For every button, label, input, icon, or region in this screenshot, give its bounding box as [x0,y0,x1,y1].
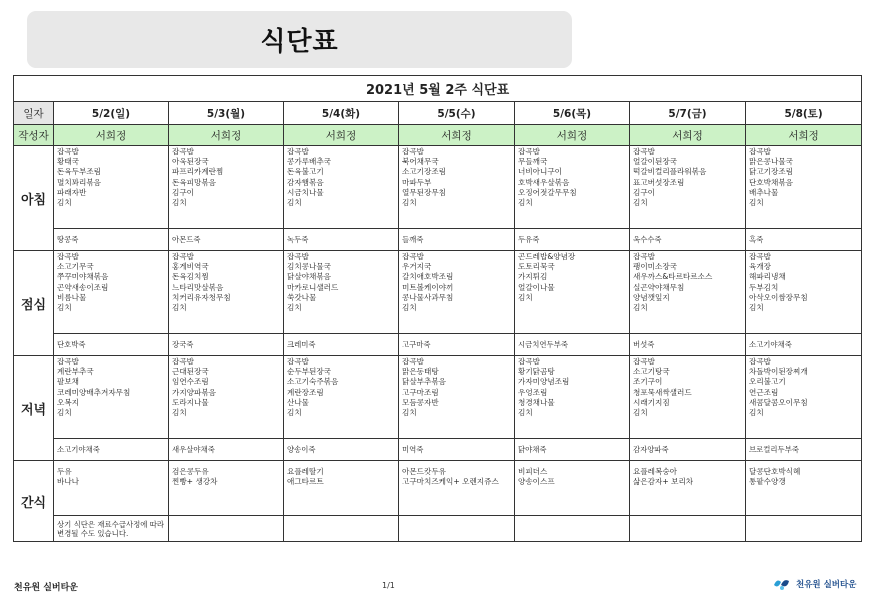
menu-item: 김치 [402,198,417,208]
porridge-cell [399,229,515,251]
day-header: 5/5(수) [399,102,515,125]
menu-item: 청경채나물 [518,397,555,407]
porridge-cell [284,229,399,251]
menu-list [54,146,168,208]
menu-cell [746,146,862,229]
porridge-cell [746,439,862,461]
porridge-cell [515,229,630,251]
menu-item: 오징어젓갈무무침 [518,187,577,197]
empty-cell [284,516,399,542]
porridge-item: 미역죽 [402,445,424,454]
menu-item: 잡곡밥 [287,357,310,366]
menu-item: 표고버섯장조림 [633,177,685,187]
porridge-item: 크레미죽 [287,340,316,349]
note-cell [54,516,169,542]
menu-item: 김치 [172,198,187,208]
note-row [14,516,862,542]
menu-item: 김치 [402,303,417,313]
menu-cell [284,356,399,439]
menu-item: 돈육불고기 [287,167,324,177]
menu-item: 돈육김치찜 [172,272,209,282]
porridge-item: 소고기야채죽 [57,445,100,454]
menu-item: 김치 [287,303,302,313]
menu-item: 가자미양념조림 [518,377,570,387]
menu-item: 삶은감자+ 보리차 [633,477,694,487]
menu-item: 시래기지짐 [633,397,670,407]
menu-list [630,251,745,313]
menu-item: 비름나물 [57,292,87,302]
menu-item: 잡곡밥 [402,357,425,366]
menu-item: 잡곡밥 [402,252,425,261]
porridge-item: 녹두죽 [287,235,309,244]
menu-list [284,251,398,313]
caption-row [14,76,862,102]
menu-list [399,251,514,313]
menu-item: 실곤약야채무침 [633,282,685,292]
page-title: 식단표 [260,27,339,57]
menu-list [284,146,398,208]
menu-item: 닭살야채볶음 [287,272,332,282]
menu-item: 쭈꾸미야채볶음 [57,272,109,282]
menu-item: 팔보채 [57,377,80,387]
menu-item: 잡곡밥 [287,252,310,261]
menu-item: 김치 [518,198,533,208]
menu-item: 도라지나물 [172,397,209,407]
menu-item: 잡곡밥 [749,252,772,261]
menu-item: 코레미양배추겨자무침 [57,387,131,397]
menu-item: 비피더스 [518,467,548,476]
menu-item: 김치 [57,198,72,208]
menu-cell [515,461,630,516]
menu-item: 양념깻잎지 [633,292,670,302]
author-name: 서희정 [630,125,746,146]
menu-list [54,356,168,418]
menu-item: 애그타르트 [287,477,324,487]
menu-item: 갈치애호박조림 [402,272,454,282]
menu-item: 연근조림 [749,387,779,397]
menu-item: 아욱된장국 [172,157,209,167]
menu-item: 황기닭곰탕 [518,367,555,377]
menu-item: 소고기숙주볶음 [287,377,339,387]
menu-cell [746,356,862,439]
menu-item: 잡곡밥 [633,252,656,261]
empty-cell [515,516,630,542]
menu-item: 맑은콩나물국 [749,157,794,167]
porridge-cell [54,229,169,251]
menu-item: 김치콩나물국 [287,262,332,272]
menu-item: 호박새우살볶음 [518,177,570,187]
menu-cell [284,146,399,229]
day-label: 일자 [14,102,54,125]
menu-item: 김치 [57,408,72,418]
menu-item: 곤드레밥&양념장 [518,252,576,261]
menu-item: 오리불고기 [749,377,786,387]
menu-item: 마파두부 [402,177,432,187]
footer-logo [772,576,856,592]
menu-item: 돈육두부조림 [57,167,102,177]
menu-item: 달콩단호박식혜 [749,467,801,476]
menu-list [515,146,629,208]
menu-change-note: 상기 식단은 재료수급사정에 따라 변경될 수도 있습니다. [57,519,165,538]
menu-list [515,356,629,418]
porridge-item: 두유죽 [518,235,540,244]
menu-cell [284,251,399,334]
meal-items-row [14,146,862,229]
meal-label: 점심 [14,251,54,356]
menu-cell [399,251,515,334]
menu-item: 차돌박이된장찌개 [749,367,808,377]
menu-cell [630,356,746,439]
menu-cell [54,461,169,516]
menu-item: 잡곡밥 [287,147,310,156]
menu-item: 고구마조림 [402,387,439,397]
menu-item: 김구이 [172,187,195,197]
porridge-item: 장국죽 [172,340,194,349]
empty-cell [630,516,746,542]
day-header: 5/2(일) [54,102,169,125]
meal-label: 간식 [14,461,54,542]
porridge-item: 소고기야채죽 [749,340,792,349]
porridge-cell [515,439,630,461]
menu-item: 바나나 [57,477,80,487]
menu-list [746,356,861,418]
day-header: 5/7(금) [630,102,746,125]
porridge-cell [630,334,746,356]
menu-item: 육개장 [749,262,772,272]
menu-item: 김치 [749,198,764,208]
porridge-item: 흑죽 [749,235,764,244]
porridge-cell [284,439,399,461]
menu-item: 너비아니구이 [518,167,563,177]
porridge-cell [630,229,746,251]
porridge-cell [169,229,284,251]
menu-item: 열무된장무침 [402,187,447,197]
porridge-cell [284,334,399,356]
menu-table [13,75,862,542]
menu-list [630,146,745,208]
menu-item: 김치 [518,408,533,418]
menu-item: 곤약새송이조림 [57,282,109,292]
menu-item: 맑은동태탕 [402,367,439,377]
author-row [14,125,862,146]
menu-item: 파프리카계란찜 [172,167,224,177]
menu-item: 잡곡밥 [172,252,195,261]
menu-item: 아삭오이쌈장무침 [749,292,808,302]
menu-cell [54,146,169,229]
menu-item: 소고기장조림 [402,167,447,177]
menu-cell [746,251,862,334]
porridge-row [14,334,862,356]
menu-item: 잡곡밥 [749,147,772,156]
porridge-item: 옥수수죽 [633,235,662,244]
meal-label: 아침 [14,146,54,251]
author-name: 서희정 [399,125,515,146]
day-header: 5/3(월) [169,102,284,125]
logo-text: 천유원 실버타운 [796,580,857,590]
menu-item: 팽이미소장국 [633,262,678,272]
menu-list [399,356,514,418]
menu-item: 김치 [287,408,302,418]
menu-list [399,146,514,208]
menu-list [54,251,168,313]
menu-item: 무들깨국 [518,157,548,167]
menu-item: 치커리유자청무침 [172,292,231,302]
author-name: 서희정 [746,125,862,146]
menu-item: 두유 [57,467,72,476]
menu-item: 잡곡밥 [633,147,656,156]
author-name: 서희정 [284,125,399,146]
porridge-item: 아몬드죽 [172,235,201,244]
menu-item: 계란부추국 [57,367,94,377]
day-header: 5/8(토) [746,102,862,125]
menu-cell [399,461,515,516]
menu-cell [515,251,630,334]
menu-item: 얼갈이된장국 [633,157,678,167]
menu-cell [54,356,169,439]
author-name: 서희정 [54,125,169,146]
menu-list [399,461,514,487]
meal-items-row [14,251,862,334]
menu-list [169,356,283,418]
porridge-item: 새우살야채죽 [172,445,215,454]
menu-item: 잡곡밥 [57,147,80,156]
menu-item: 잡곡밥 [633,357,656,366]
menu-item: 김치 [633,303,648,313]
meal-items-row [14,461,862,516]
menu-item: 김치 [633,198,648,208]
menu-item: 배추나물 [749,187,779,197]
menu-item: 잡곡밥 [518,357,541,366]
menu-item: 황태국 [57,157,80,167]
menu-list [169,146,283,208]
porridge-item: 시금치연두부죽 [518,340,568,349]
menu-item: 임연수조림 [172,377,209,387]
menu-list [630,356,745,418]
menu-list [746,146,861,208]
menu-item: 콩가루배추국 [287,157,332,167]
menu-list [284,461,398,487]
porridge-item: 양송이죽 [287,445,316,454]
logo-icon [772,576,792,592]
menu-cell [746,461,862,516]
menu-list [630,461,745,487]
menu-item: 통팥수양갱 [749,477,786,487]
menu-item: 요플레복숭아 [633,467,678,476]
menu-item: 북어채무국 [402,157,439,167]
menu-item: 소고기무국 [57,262,94,272]
menu-item: 우엉조림 [518,387,548,397]
author-label: 작성자 [14,125,54,146]
porridge-cell [169,439,284,461]
menu-item: 멸치꽈리볶음 [57,177,102,187]
author-name: 서희정 [169,125,284,146]
menu-item: 감자햄볶음 [287,177,324,187]
menu-item: 돈육피망볶음 [172,177,217,187]
porridge-item: 고구마죽 [402,340,431,349]
page-number: 1/1 [382,581,395,590]
menu-item: 순두부된장국 [287,367,332,377]
menu-item: 단호박채볶음 [749,177,794,187]
menu-item: 잡곡밥 [172,357,195,366]
porridge-cell [746,229,862,251]
porridge-cell [746,334,862,356]
menu-item: 우거지국 [402,262,432,272]
menu-item: 김치 [287,198,302,208]
menu-item: 김치 [172,408,187,418]
menu-list [169,461,283,487]
menu-cell [169,461,284,516]
menu-item: 김치 [749,408,764,418]
porridge-cell [169,334,284,356]
menu-item: 닭고기장조림 [749,167,794,177]
menu-item: 가지양파볶음 [172,387,217,397]
menu-item: 김치 [172,303,187,313]
menu-cell [630,146,746,229]
menu-item: 산나물 [287,397,310,407]
menu-item: 청포묵새싹샐러드 [633,387,692,397]
empty-cell [399,516,515,542]
menu-item: 김치 [749,303,764,313]
porridge-cell [630,439,746,461]
porridge-item: 브로컬리두부죽 [749,445,799,454]
menu-list [284,356,398,418]
menu-item: 모듬콩자반 [402,397,439,407]
menu-item: 도토리묵국 [518,262,555,272]
menu-item: 새우까스&타르타르소스 [633,272,713,282]
menu-item: 조기구이 [633,377,663,387]
menu-item: 느타리맛살볶음 [172,282,224,292]
menu-item: 마카로니샐러드 [287,282,339,292]
menu-item: 두부김치 [749,282,779,292]
menu-list [746,461,861,487]
menu-item: 소고기탕국 [633,367,670,377]
menu-item: 잡곡밥 [172,147,195,156]
menu-cell [515,146,630,229]
menu-list [515,251,629,303]
menu-item: 계란장조림 [287,387,324,397]
menu-cell [399,356,515,439]
menu-item: 검은콩두유 [172,467,209,476]
menu-cell [399,146,515,229]
menu-item: 가지튀김 [518,272,548,282]
porridge-item: 감자양파죽 [633,445,669,454]
menu-item: 김치 [57,303,72,313]
table-caption: 2021년 5월 2주 식단표 [14,76,862,102]
menu-list [515,461,629,487]
porridge-cell [399,439,515,461]
menu-item: 김치 [633,408,648,418]
menu-item: 떡갈비컬리플라워볶음 [633,167,707,177]
menu-cell [515,356,630,439]
menu-cell [630,461,746,516]
menu-item: 콩나물사과무침 [402,292,454,302]
menu-item: 근대된장국 [172,367,209,377]
menu-item: 김치 [518,292,533,302]
menu-cell [630,251,746,334]
menu-item: 김구이 [633,187,656,197]
menu-item: 양송이스프 [518,477,555,487]
day-header-row [14,102,862,125]
porridge-cell [54,334,169,356]
empty-cell [169,516,284,542]
title-box [27,11,572,68]
day-header: 5/4(화) [284,102,399,125]
meal-label: 저녁 [14,356,54,461]
menu-cell [284,461,399,516]
porridge-cell [515,334,630,356]
menu-cell [169,251,284,334]
footer-org-name: 천유원 실버타운 [14,583,78,593]
menu-item: 해파리냉채 [749,272,786,282]
menu-item: 오복지 [57,397,80,407]
menu-item: 새콤달콤오이무침 [749,397,808,407]
menu-item: 잡곡밥 [402,147,425,156]
author-name: 서희정 [515,125,630,146]
porridge-item: 땅콩죽 [57,235,79,244]
menu-cell [169,356,284,439]
menu-cell [169,146,284,229]
menu-list [169,251,283,313]
menu-item: 잡곡밥 [57,357,80,366]
menu-item: 잡곡밥 [57,252,80,261]
porridge-cell [54,439,169,461]
day-header: 5/6(목) [515,102,630,125]
menu-item: 얼갈이나물 [518,282,555,292]
menu-item: 홍게비역국 [172,262,209,272]
porridge-item: 들깨죽 [402,235,424,244]
menu-item: 찐빵+ 생강차 [172,477,218,487]
menu-item: 파래자반 [57,187,87,197]
empty-cell [746,516,862,542]
menu-item: 잡곡밥 [518,147,541,156]
menu-item: 잡곡밥 [749,357,772,366]
porridge-row [14,229,862,251]
menu-item: 쑥갓나물 [287,292,317,302]
menu-list [54,461,168,487]
menu-item: 김치 [402,408,417,418]
menu-item: 고구마치즈케익+ 오렌지쥬스 [402,477,499,487]
menu-item: 요플레딸기 [287,467,324,476]
porridge-item: 버섯죽 [633,340,655,349]
menu-item: 아몬드캇두유 [402,467,447,476]
porridge-item: 닭야채죽 [518,445,547,454]
porridge-cell [399,334,515,356]
porridge-row [14,439,862,461]
menu-item: 닭살부추볶음 [402,377,447,387]
porridge-item: 단호박죽 [57,340,86,349]
menu-item: 시금치나물 [287,187,324,197]
menu-cell [54,251,169,334]
menu-list [746,251,861,313]
meal-items-row [14,356,862,439]
menu-item: 미트볼케이야끼 [402,282,454,292]
